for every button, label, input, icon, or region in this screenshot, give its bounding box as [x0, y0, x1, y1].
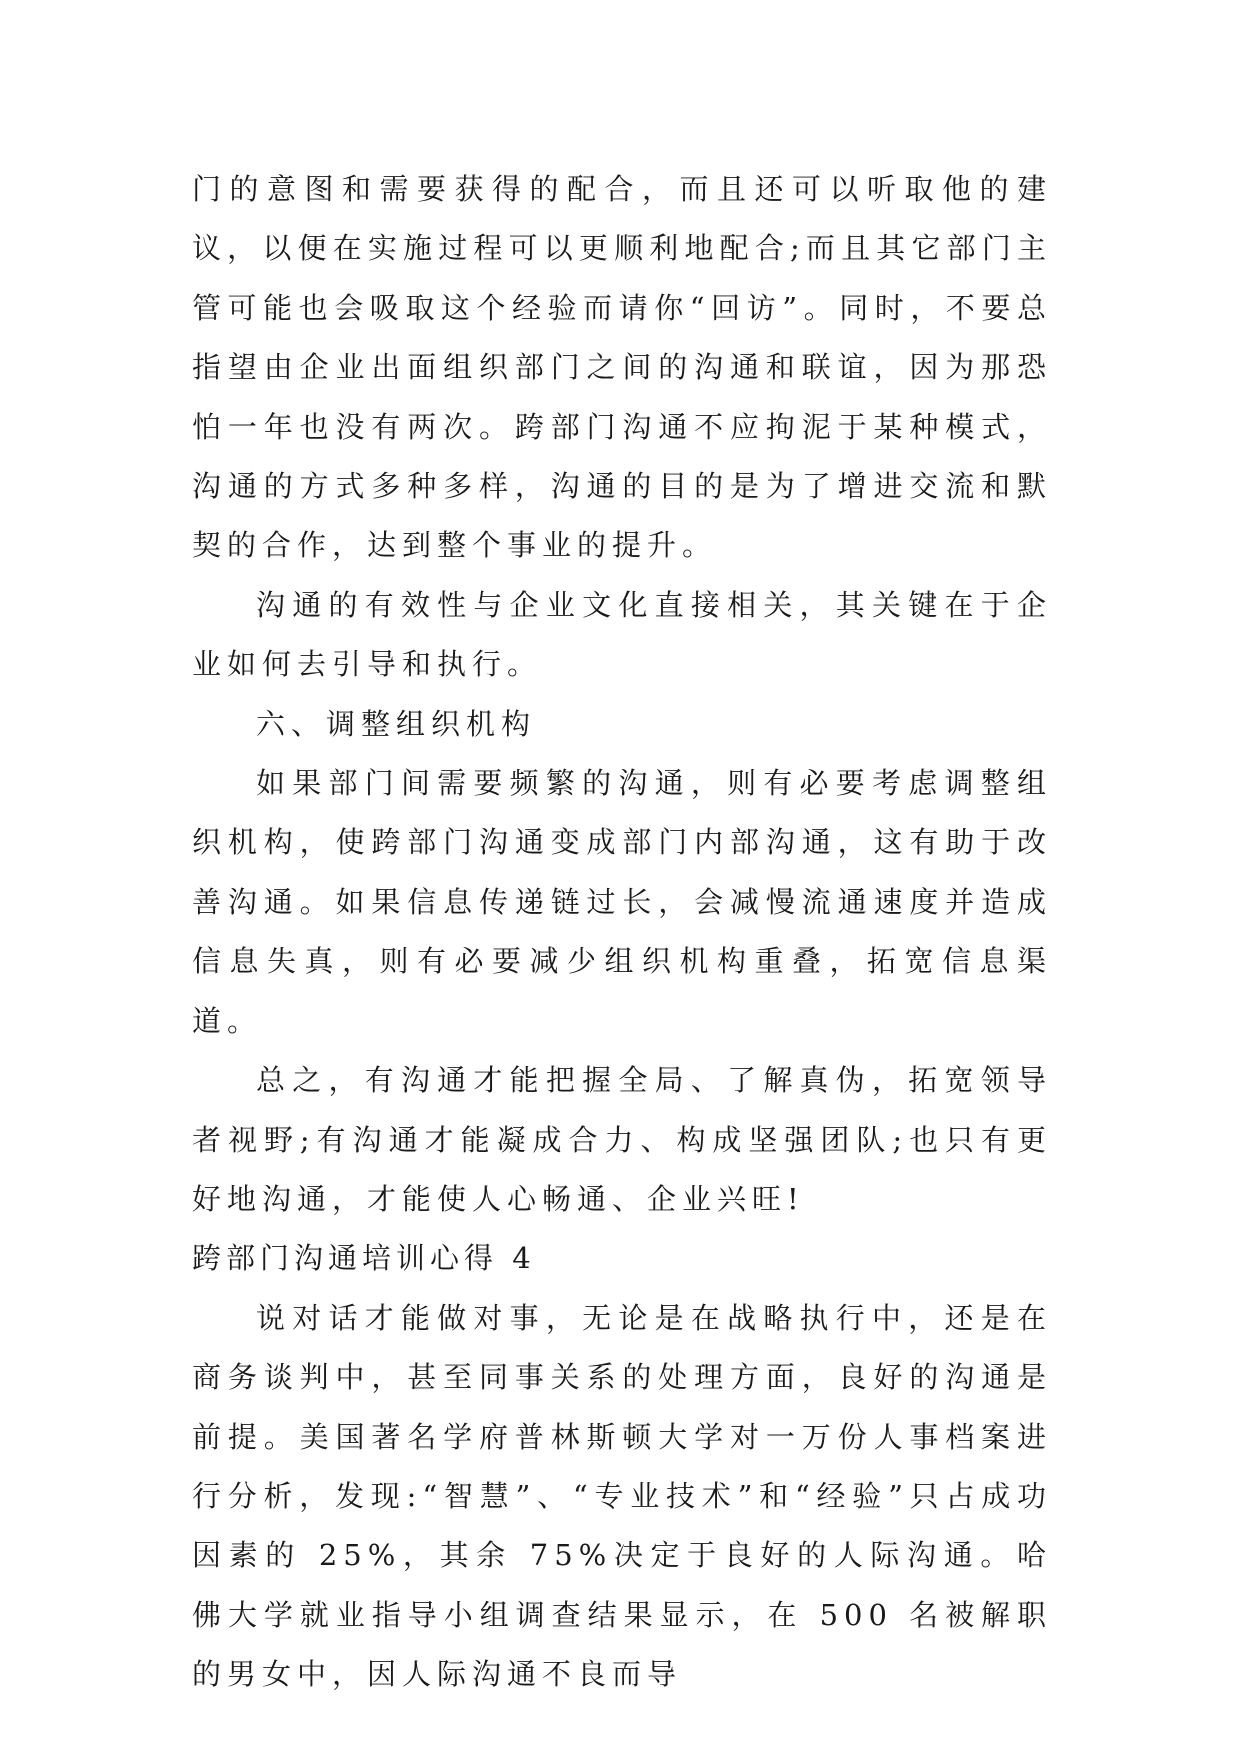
document-body [192, 160, 1052, 1705]
paragraph-communication-effectiveness: 沟通的有效性与企业文化直接相关，其关键在于企业如何去引导和执行。 [192, 587, 1052, 682]
paragraph-article-intro: 说对话才能做对事，无论是在战略执行中，还是在商务谈判中，甚至同事关系的处理方面，良好的沟通是前提。美国著名学府普林斯顿大学对一万份人事档案进行分析，发现:“智慧”、“专业技术”和“经验”只占成功因素的 25%，其余 75%决定于良好的人际沟通。哈佛大学就业指导小组调查结果显示，在 500 名被解职的男女中，因人际沟通不良而导 [192, 1300, 1052, 1692]
section-heading-adjust-organization: 六、调整组织机构 [256, 706, 537, 741]
paragraph-adjust-organization: 如果部门间需要频繁的沟通，则有必要考虑调整组织机构，使跨部门沟通变成部门内部沟通，这有助于改善沟通。如果信息传递链过长，会减慢流通速度并造成信息失真，则有必要减少组织机构重叠，拓宽信息渠道。 [192, 766, 1052, 1038]
paragraph-continuation: 门的意图和需要获得的配合，而且还可以听取他的建议，以便在实施过程可以更顺利地配合;而且其它部门主管可能也会吸取这个经验而请你“回访”。同时，不要总指望由企业出面组织部门之间的沟通和联谊，因为那恐怕一年也没有两次。跨部门沟通不应拘泥于某种模式，沟通的方式多种多样，沟通的目的是为了增进交流和默契的合作，达到整个事业的提升。 [192, 172, 1052, 563]
article-title: 跨部门沟通培训心得 4 [192, 1241, 536, 1276]
paragraph-conclusion: 总之，有沟通才能把握全局、了解真伪，拓宽领导者视野;有沟通才能凝成合力、构成坚强团队;也只有更好地沟通，才能使人心畅通、企业兴旺! [192, 1063, 1052, 1216]
